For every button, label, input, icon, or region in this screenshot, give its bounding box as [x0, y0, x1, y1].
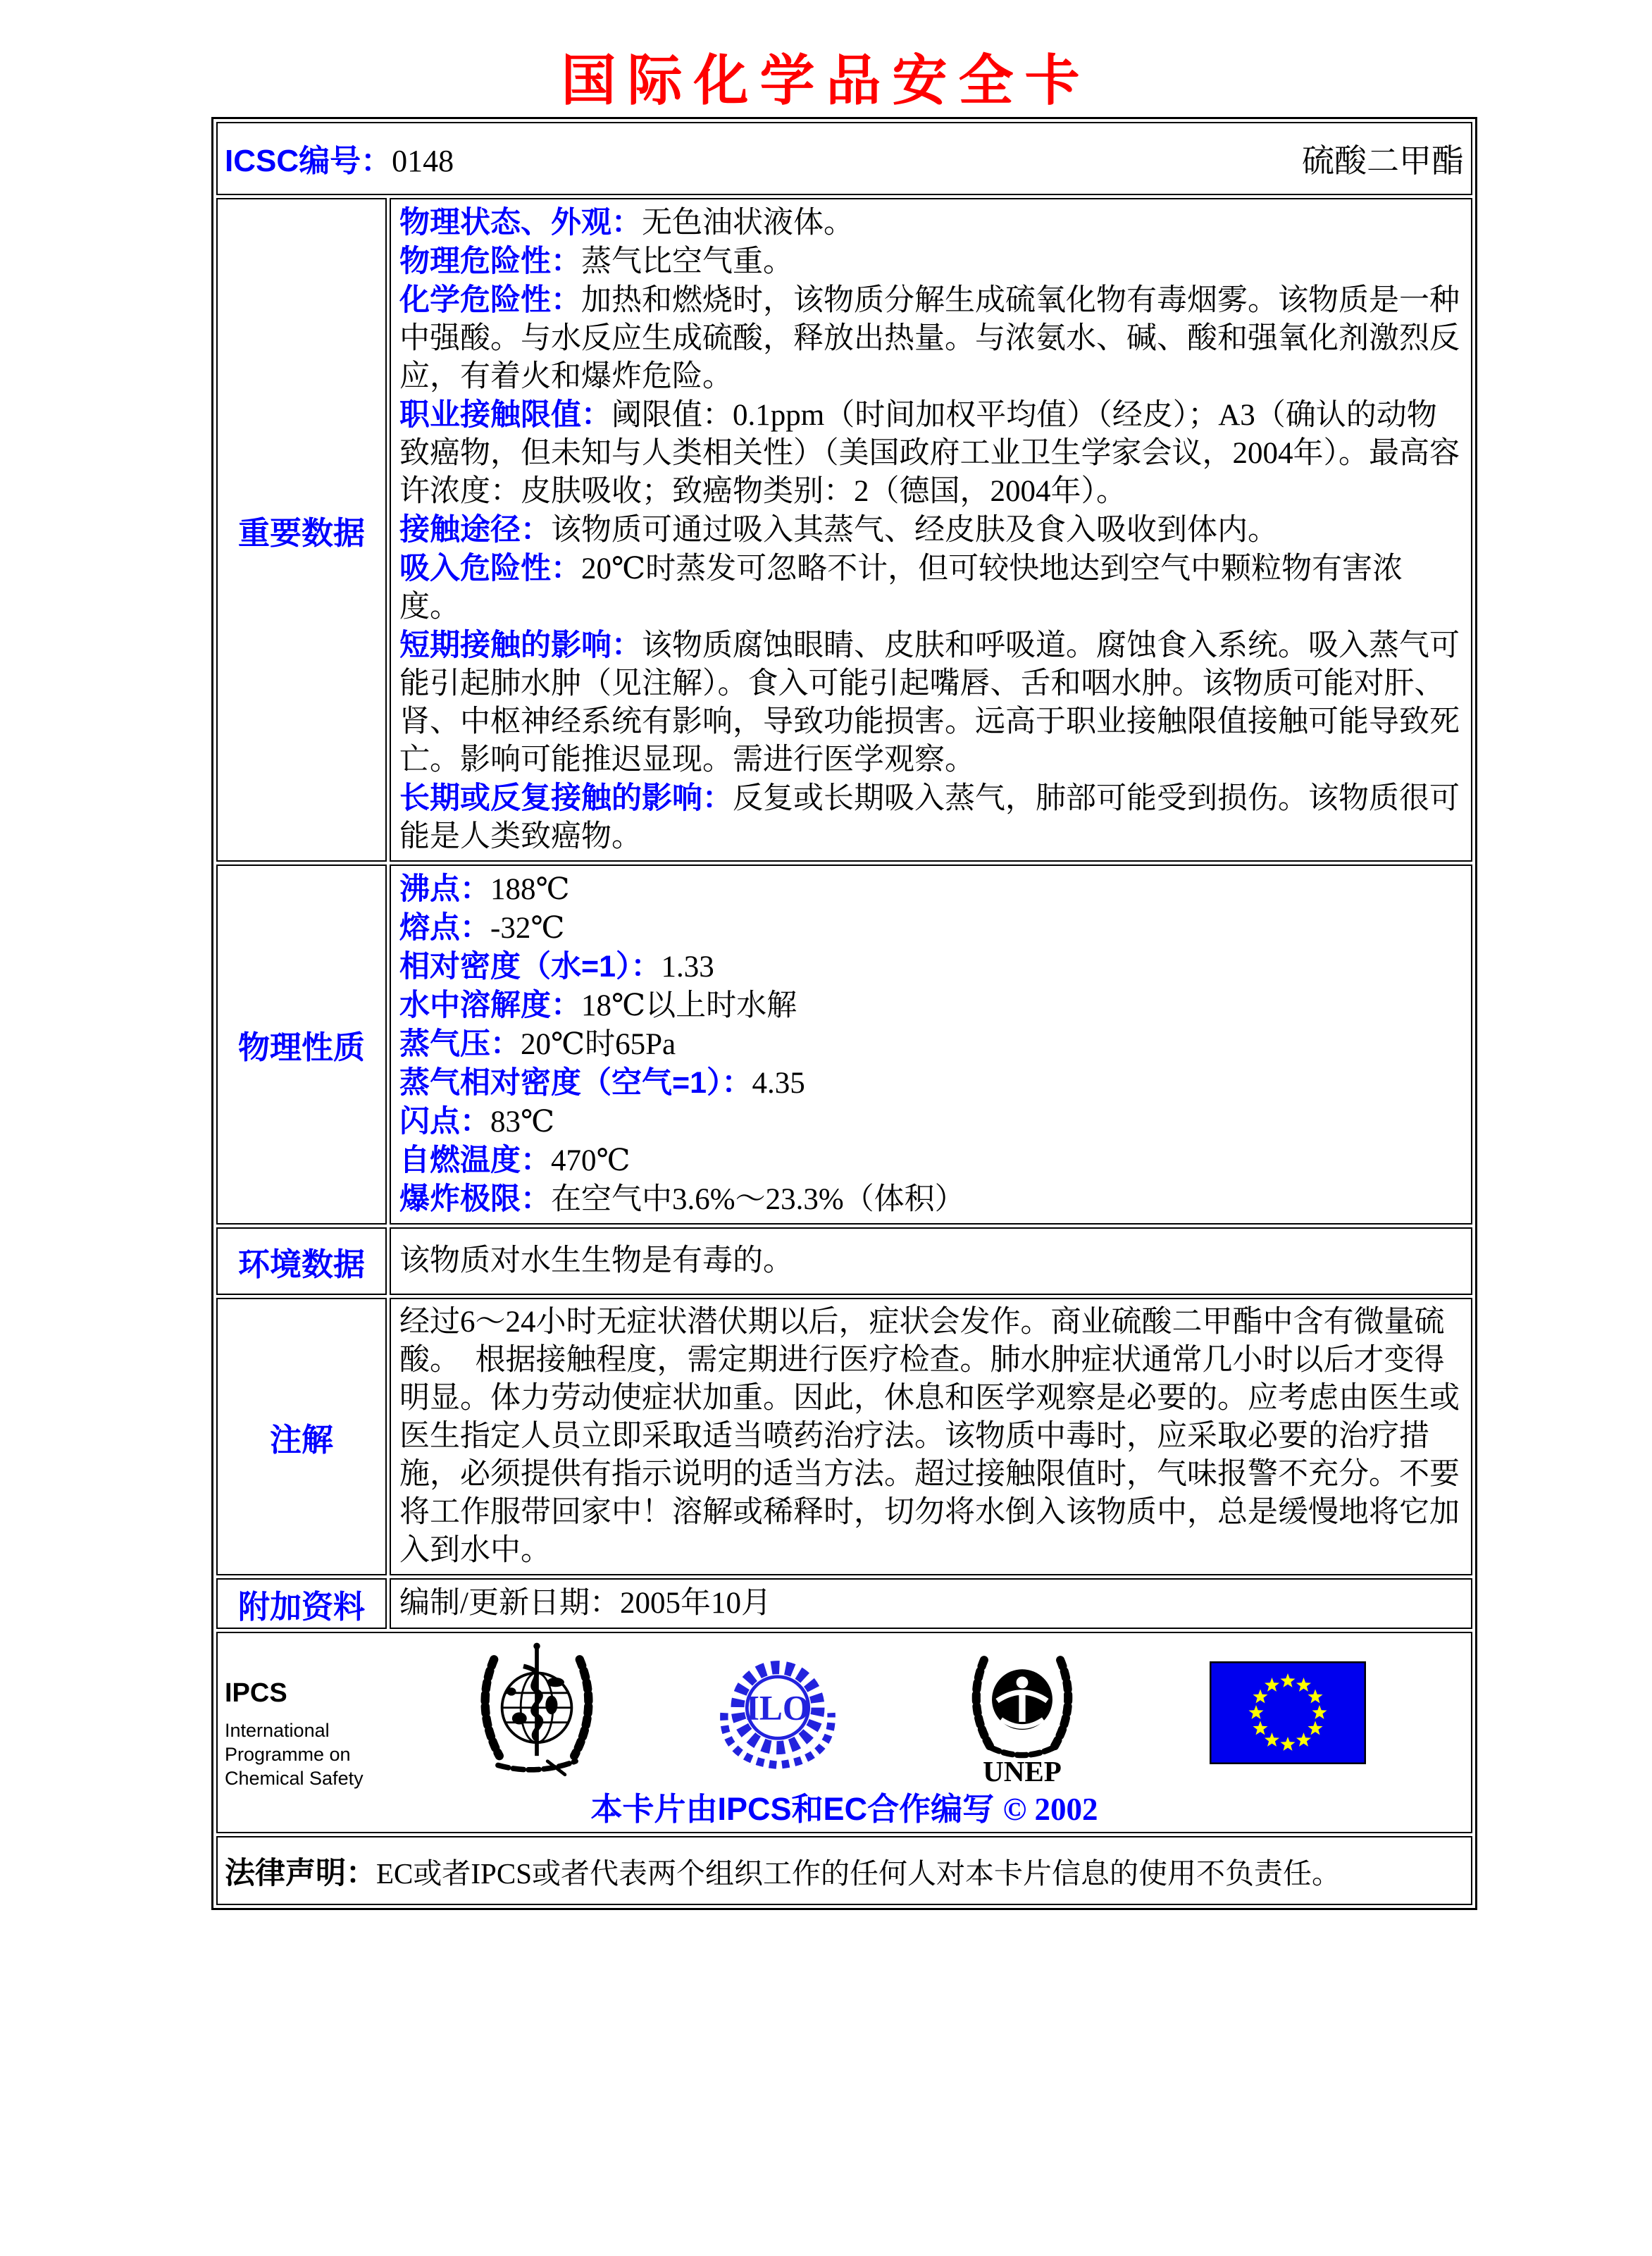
item-text: 蒸气比空气重。 — [581, 245, 793, 278]
item-label: 吸入危险性： — [399, 552, 581, 585]
icsc-card-table — [211, 117, 1477, 1910]
section-content-important-data — [390, 198, 1472, 862]
property-label: 沸点： — [399, 872, 490, 906]
property-value: 470℃ — [551, 1144, 631, 1177]
header-cell — [216, 122, 1472, 195]
property-value: 在空气中3.6%～23.3%（体积） — [551, 1183, 965, 1216]
item-text: 该物质可通过吸入其蒸气、经皮肤及食入吸收到体内。 — [551, 514, 1278, 547]
icsc-number-value: 0148 — [392, 144, 454, 178]
property-line — [399, 909, 1462, 948]
icsc-number-group — [225, 144, 454, 178]
item-text: 无色油状液体。 — [642, 206, 854, 240]
row-legal-notice — [216, 1836, 1472, 1905]
data-item — [399, 779, 1462, 856]
additional-info-text: 编制/更新日期：2005年10月 — [399, 1587, 771, 1620]
header-row — [216, 122, 1472, 195]
property-value: 18℃以上时水解 — [581, 989, 797, 1022]
data-item — [399, 204, 1462, 242]
item-label: 化学危险性： — [399, 283, 581, 317]
data-item — [399, 281, 1462, 396]
section-content-environmental-data — [390, 1227, 1472, 1295]
logos-cell — [216, 1632, 1472, 1833]
item-text: 加热和燃烧时，该物质分解生成硫氧化物有毒烟雾。该物质是一种中强酸。与水反应生成硫酸，释放出热量。与浓氨水、碱、酸和强氧化剂激烈反应，有着火和爆炸危险。 — [399, 284, 1460, 393]
item-text: 反复或长期吸入蒸气，肺部可能受到损伤。该物质很可能是人类致癌物。 — [399, 782, 1460, 853]
section-label-physical-properties: 物理性质 — [216, 864, 387, 1225]
property-value: 1.33 — [661, 950, 714, 984]
page-title: 国际化学品安全卡 — [561, 50, 1091, 111]
item-label: 长期或反复接触的影响： — [399, 781, 733, 815]
property-label: 相对密度（水=1）： — [399, 950, 662, 984]
property-value: 20℃时65Pa — [521, 1028, 676, 1061]
section-label-environmental-data: 环境数据 — [216, 1227, 387, 1295]
data-item — [399, 550, 1462, 626]
credit-line — [218, 1783, 1471, 1829]
row-notes — [216, 1298, 1472, 1575]
substance-name: 硫酸二甲酯 — [1302, 143, 1464, 179]
property-label: 蒸气相对密度（空气=1）： — [399, 1066, 752, 1100]
property-label: 自燃温度： — [399, 1144, 551, 1177]
data-item — [399, 396, 1462, 511]
item-label: 短期接触的影响： — [399, 628, 642, 662]
eu-flag-icon — [1210, 1661, 1366, 1768]
section-label-important-data: 重要数据 — [216, 198, 387, 862]
item-text: 阈限值：0.1ppm（时间加权平均值）（经皮）；A3（确认的动物致癌物，但未知与人类相关性）（美国政府工业卫生学家会议，2004年）。最高容许浓度：皮肤吸收；致癌物类别：2（德国，2004年）。 — [399, 399, 1460, 508]
property-line — [399, 870, 1462, 909]
ipcs-line: International — [225, 1720, 330, 1741]
legal-notice-label: 法律声明： — [225, 1856, 376, 1890]
item-label: 物理危险性： — [399, 244, 581, 278]
unep-logo-text: UNEP — [983, 1754, 1062, 1787]
environmental-text: 该物质对水生生物是有毒的。 — [399, 1244, 793, 1277]
data-item — [399, 242, 1462, 281]
ipcs-text-block — [225, 1678, 364, 1790]
property-label: 蒸气压： — [399, 1027, 521, 1061]
property-line — [399, 1064, 1462, 1103]
property-line — [399, 1180, 1462, 1219]
item-label: 接触途径： — [399, 513, 551, 547]
data-item — [399, 511, 1462, 550]
legal-cell — [216, 1836, 1472, 1905]
property-line — [399, 1141, 1462, 1180]
section-content-physical-properties — [390, 864, 1472, 1225]
ilo-logo-text: ILO — [745, 1688, 810, 1728]
ipcs-acronym: IPCS — [225, 1678, 287, 1708]
item-text: 该物质腐蚀眼睛、皮肤和呼吸道。腐蚀食入系统。吸入蒸气可能引起肺水肿（见注解）。食入可能引起嘴唇、舌和咽水肿。该物质可能对肝、肾、中枢神经系统有影响，导致功能损害。远高于职业接触限值接触可能导致死亡。影响可能推迟显现。需进行医学观察。 — [399, 629, 1460, 776]
ipcs-line: Chemical Safety — [225, 1768, 364, 1789]
row-important-data — [216, 198, 1472, 862]
property-line — [399, 948, 1462, 986]
unep-logo-icon — [963, 1642, 1081, 1795]
section-label-additional-info: 附加资料 — [216, 1578, 387, 1629]
ilo-logo-icon — [711, 1649, 845, 1786]
property-label: 熔点： — [399, 911, 490, 945]
section-label-notes: 注解 — [216, 1298, 387, 1575]
property-value: 83℃ — [490, 1105, 555, 1139]
property-line — [399, 1025, 1462, 1064]
section-content-notes — [390, 1298, 1472, 1575]
data-item — [399, 626, 1462, 779]
property-line — [399, 1103, 1462, 1141]
who-logo-icon — [470, 1639, 604, 1787]
row-physical-properties — [216, 864, 1472, 1225]
row-environmental-data — [216, 1227, 1472, 1295]
property-label: 爆炸极限： — [399, 1182, 551, 1216]
copyright-text: © 2002 — [1002, 1792, 1098, 1827]
section-content-additional-info — [390, 1578, 1472, 1629]
ipcs-line: Programme on — [225, 1744, 351, 1765]
row-logos — [216, 1632, 1472, 1833]
icsc-number-label: ICSC编号： — [225, 144, 392, 178]
property-value: -32℃ — [490, 912, 565, 945]
item-text: 20℃时蒸发可忽略不计，但可较快地达到空气中颗粒物有害浓度。 — [399, 552, 1403, 624]
property-label: 水中溶解度： — [399, 988, 581, 1022]
row-additional-info — [216, 1578, 1472, 1629]
credit-text: 本卡片由IPCS和EC合作编写 — [590, 1791, 995, 1827]
legal-notice-text: EC或者IPCS或者代表两个组织工作的任何人对本卡片信息的使用不负责任。 — [376, 1857, 1341, 1890]
notes-text: 经过6～24小时无症状潜伏期以后，症状会发作。商业硫酸二甲酯中含有微量硫酸。 根据接触程度，需定期进行医疗检查。肺水肿症状通常几小时以后才变得明显。体力劳动使症状加重。因此，休息和医学观察是必要的。应考虑由医生或医生指定人员立即采取适当喷药治疗法。该物质中毒时，应采取必要的治疗措施，必须提供有指示说明的适当方法。超过接触限值时，气味报警不充分。不要将工作服带回家中！溶解或稀释时，切勿将水倒入该物质中，总是缓慢地将它加入到水中。 — [399, 1306, 1460, 1567]
item-label: 职业接触限值： — [399, 398, 611, 432]
property-line — [399, 986, 1462, 1025]
property-value: 4.35 — [752, 1067, 805, 1100]
property-value: 188℃ — [490, 873, 570, 906]
property-label: 闪点： — [399, 1105, 490, 1139]
item-label: 物理状态、外观： — [399, 206, 642, 240]
